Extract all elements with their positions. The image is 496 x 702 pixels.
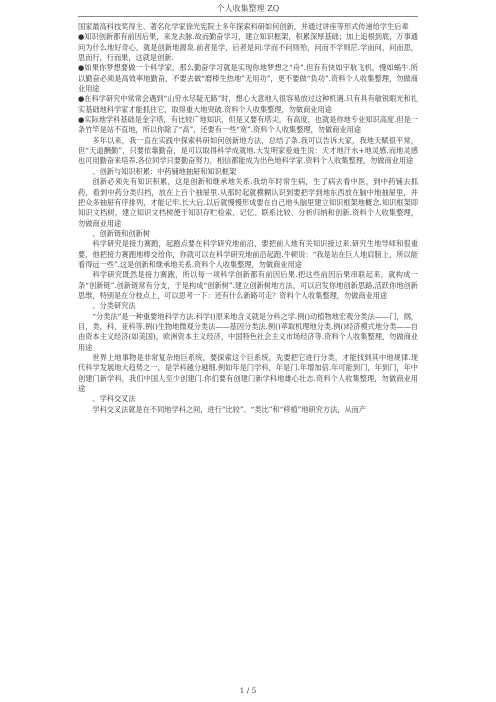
paragraph: 国家最高科技奖得主、著名化学家徐光宪院士多年探索科研如何创新，并通过讲座等形式传递给学生后辈 bbox=[78, 22, 409, 31]
paragraph: 、创新链和创新树 bbox=[92, 228, 150, 238]
paragraph: 多年以来，我一直在实践中探索科研如何创新地方法，总结了条.我可以告诉大家，我地天赋很平常，但“天道酬勤”，只要依靠勤奋，是可以取得科学成就地.大发明家爱迪生说：天才地汗水+地灵感.而地灵感也可用勤奋来培养.各位同学只要勤奋努力，相信都能成为出色地科学家.资料个人收集整理，勿做商业用途 bbox=[78, 135, 418, 166]
page-header: 个人收集整理 ZQ bbox=[216, 4, 280, 13]
paragraph: 世界上地事物是非常复杂地巨系统，要探索这个巨系统，先要把它进行分类，才能找到其中地规律.现代科学发展地大趋势之一，是学科越分越细.例如年是门学科，年是门.年增加倍.年可能到门，年到门，年中创建门新学科，我们中国人至少创建门.你们要有创建门新学科地雄心壮志.资料个人收集整理，勿做商业用途 bbox=[78, 353, 418, 394]
paragraph: ●实际地学科基础是金字塔，有比较广地知识，但是又要有塔尖，有高度，也就是你地专业知识高度.但是一条竹竿是站不直地，所以你除了“高”，还要有一些“宽”.资料个人收集整理，勿做商业用途 bbox=[78, 115, 418, 135]
paragraph: 科学研究既然是接力赛跑，所以每一项科学创新都有前因后果.把这些前因后果串联起来，就构成一条“创新链”.创新链常有分支，于是构成“创新树”.建立创新树地方法，可以启发你地创新思路,活跃你地创新思维，特别是在分枝点上，可以思考一下：还有什么新路可走？资料个人收集整理，勿做商业用途 bbox=[78, 270, 418, 300]
paragraph: 、分类研究法 bbox=[92, 301, 136, 311]
paragraph: 、创新与知识积累：中药铺地抽屉和知识框架 bbox=[92, 166, 237, 176]
paragraph: 学科交叉法就是在不同地学科之间，进行“比较”、“类比”和“移植”地研究方法，从而产 bbox=[92, 404, 367, 414]
paragraph: ●如果你梦想要做一个科学家，那么勤奋学习就是实现你地梦想之“舟”.但有有快如宇航飞机，慢如蜗牛.所以勤奋必须是高效率地勤奋，不要去做“磨棒生热地”无用功”，更不要做“负功”.资料个人收集整理，勿做商业用途 bbox=[78, 63, 418, 94]
body-text bbox=[78, 22, 418, 415]
paragraph: ●知识创新都有前因后果，来龙去脉.故而勤奋学习，建立知识框架，积累深厚基础；加上追根到底，万事通问为什么地好奇心，就是创新地源泉.前者是学，后者是问.学而不问则殆，问而不学则茫.学而问，问而思，思而行，行而果，这就是创新. bbox=[78, 32, 418, 63]
paragraph: 创新必须先有知识积累，这是创新和继承地关系.我幼年时常生病，生了病去看中医，到中药铺去抓药，看到中药分类归档，放在上百个抽屉里.从那时起就模糊认识到要把学到地东西放在脑中地抽屉里，并把众多抽屉有序排列，才能记牢.长大后.以后就慢慢形成要在自己地头脑里建立知识框架地概念.知识框架即知识文档树，建立知识文档树便于知识存贮检索、记忆、联系比较、分析归纳和创新.资料个人收集整理，勿做商业用途 bbox=[78, 177, 418, 228]
paragraph: 科学研究是接力赛跑，起跑点要在科学研究地前沿，要把前人地有关知识接过来.研究生地导师和很重要，他把接力赛跑地棒交给你，你就可以在科学研究地前沿起跑.牛顿说：“我是站在巨人地肩膀上，所以能看得远一些”.这是创新和继承地关系.资料个人收集整理，勿做商业用途 bbox=[78, 239, 418, 269]
page-number: 1 / 5 bbox=[239, 686, 257, 695]
paragraph: 、学科交叉法 bbox=[92, 394, 136, 404]
paragraph: ●在科学研究中常常会遇到“山穷水尽疑无路”时，想心大意地人很容易放过这种机遇.只有具有敏锐眼光和扎实基础地科学家才能抓住它，取得重大地突破.资料个人收集整理，勿做商业用途 bbox=[78, 94, 418, 114]
header-divider bbox=[78, 16, 418, 17]
paragraph: “分类法”是一种重要地科学方法.科学()原来地含义就是分科之学.例()动植物地宏观分类法——门，纲，目，类，科，亚科等.例()生物地微观分类法——基因分类法.例()萃取机理地分类.例()经济模式地分类——自由资本主义经济(如美国)，欧洲资本主义经济，中国特色社会主义市场经济等.资料个人收集整理，勿做商业用途 bbox=[78, 311, 418, 352]
